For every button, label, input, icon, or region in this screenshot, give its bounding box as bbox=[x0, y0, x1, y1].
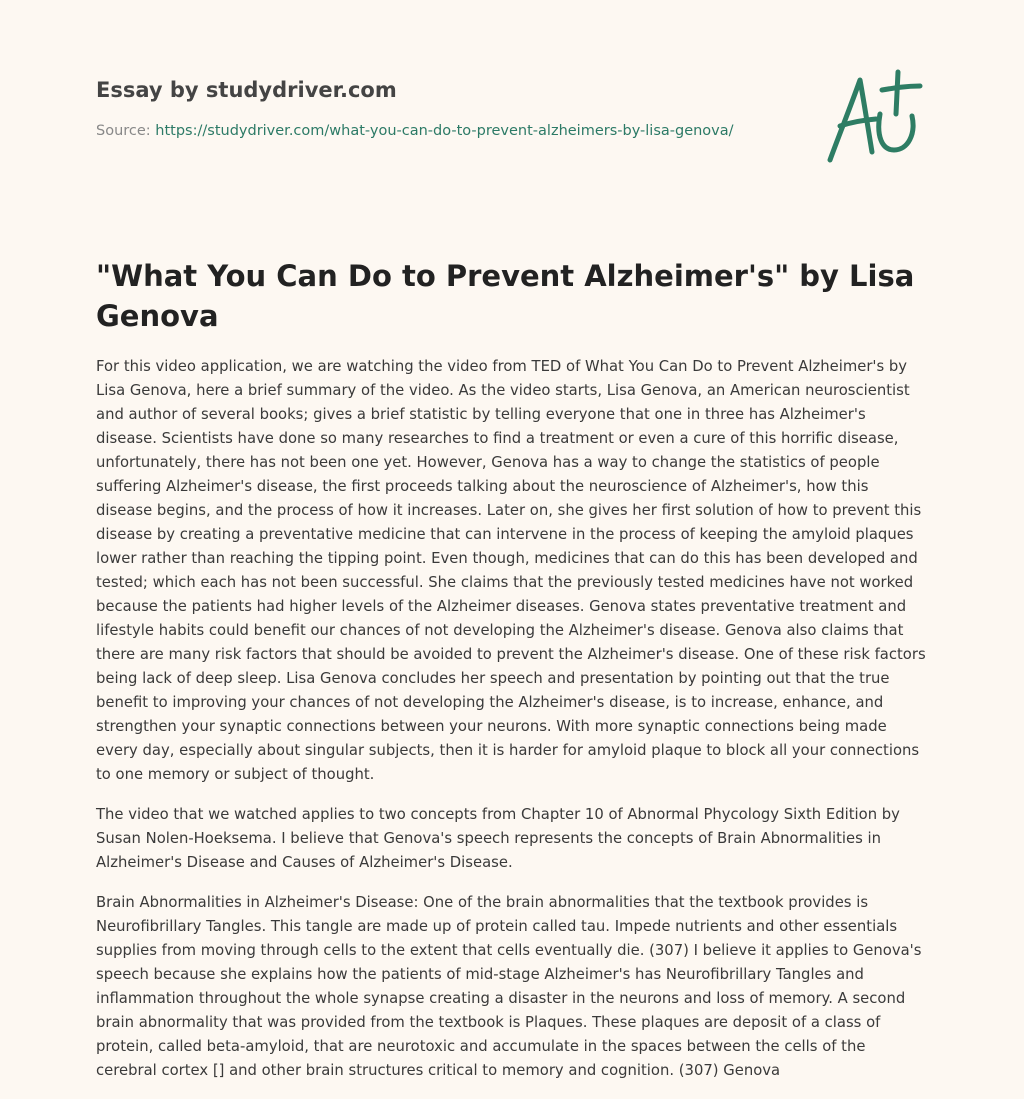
source-label: Source: bbox=[96, 123, 151, 139]
source-line bbox=[96, 121, 796, 141]
essay-title: "What You Can Do to Prevent Alzheimer's" by Lisa Genova bbox=[96, 259, 915, 333]
essay-body bbox=[96, 355, 928, 1099]
essay-paragraph: The video that we watched applies to two concepts from Chapter 10 of Abnormal Phycology Sixth Edition by Susan Nolen-Hoeksema. I believe that Genova's speech represents the concepts of Brain Abnormalities in Alzheimer's Disease and Causes of Alzheimer's Disease. bbox=[96, 806, 900, 871]
essay-header bbox=[96, 74, 796, 141]
essay-paragraph: For this video application, we are watching the video from TED of What You Can Do to Prevent Alzheimer's by Lisa Genova, here a brief summary of the video. As the video starts, Lisa Genova, an American neuroscientist and author of several books; gives a brief statistic by telling everyone that one in three has Alzheimer's disease. Scientists have done so many researches to find a treatment or even a cure of this horrific disease, unfortunately, there has not been one yet. However, Genova has a way to change the statistics of people suffering Alzheimer's disease, the first proceeds talking about the neuroscience of Alzheimer's, how this disease begins, and the process of how it increases. Later on, she gives her first solution of how to prevent this disease by creating a preventative medicine that can intervene in the process of keeping the amyloid plaques lower rather than reaching the tipping point. Even though, medicines that can do this has been developed and tested; which each has not been successful. She claims that the previously tested medicines have not worked because the patients had higher levels of the Alzheimer diseases. Genova states preventative treatment and lifestyle habits could benefit our chances of not developing the Alzheimer's disease. Genova also claims that there are many risk factors that should be avoided to prevent the Alzheimer's disease. One of these risk factors being lack of deep sleep. Lisa Genova concludes her speech and presentation by pointing out that the true benefit to improving your chances of not developing the Alzheimer's disease, is to increase, enhance, and strengthen your synaptic connections between your neurons. With more synaptic connections being made every day, especially about singular subjects, then it is harder for amyloid plaque to block all your connections to one memory or subject of thought. bbox=[96, 358, 926, 783]
a-plus-logo-icon bbox=[816, 64, 932, 172]
source-link[interactable]: https://studydriver.com/what-you-can-do-to-prevent-alzheimers-by-lisa-genova/ bbox=[155, 123, 734, 139]
brand-title: Essay by studydriver.com bbox=[96, 78, 397, 102]
essay-paragraph: Brain Abnormalities in Alzheimer's Disease: One of the brain abnormalities that the textbook provides is Neurofibrillary Tangles. This tangle are made up of protein called tau. Impede nutrients and other essentials supplies from moving through cells to the extent that cells eventually die. (307) I believe it applies to Genova's speech because she explains how the patients of mid-stage Alzheimer's has Neurofibrillary Tangles and inflammation throughout the whole synapse creating a disaster in the neurons and loss of memory. A second brain abnormality that was provided from the textbook is Plaques. These plaques are deposit of a class of protein, called beta-amyloid, that are neurotoxic and accumulate in the spaces between the cells of the cerebral cortex [] and other brain structures critical to memory and cognition. (307) Genova bbox=[96, 894, 922, 1079]
